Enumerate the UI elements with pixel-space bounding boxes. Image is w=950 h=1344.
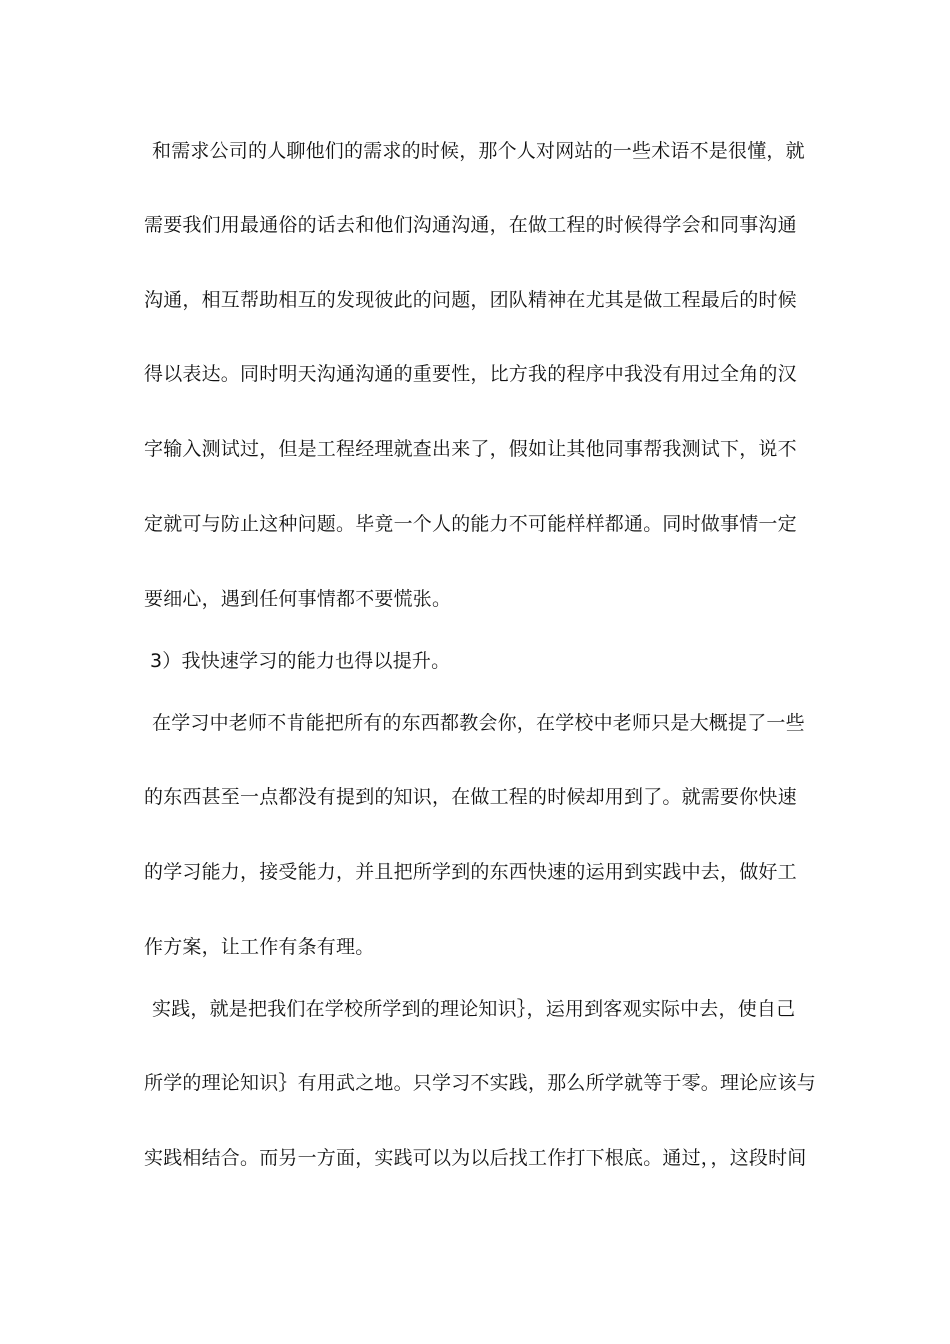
paragraph-line-2: 需要我们用最通俗的话去和他们沟通沟通，在做工程的时候得学会和同事沟通: [144, 214, 797, 236]
paragraph-line-10: 的东西甚至一点都没有提到的知识，在做工程的时候却用到了。就需要你快速: [144, 786, 797, 808]
paragraph-line-1: 和需求公司的人聊他们的需求的时候，那个人对网站的一些术语不是很懂，就: [152, 140, 805, 162]
paragraph-line-4: 得以表达。同时明天沟通沟通的重要性，比方我的程序中我没有用过全角的汉: [144, 363, 797, 385]
paragraph-line-5: 字输入测试过，但是工程经理就查出来了，假如让其他同事帮我测试下，说不: [144, 438, 797, 460]
list-item-heading: 3）我快速学习的能力也得以提升。: [150, 650, 451, 672]
paragraph-line-15: 实践相结合。而另一方面，实践可以为以后找工作打下根底。通过，，这段时间: [144, 1147, 807, 1169]
paragraph-line-6: 定就可与防止这种问题。毕竟一个人的能力不可能样样都通。同时做事情一定: [144, 513, 797, 535]
paragraph-line-12: 作方案，让工作有条有理。: [144, 936, 375, 958]
paragraph-line-11: 的学习能力，接受能力，并且把所学到的东西快速的运用到实践中去，做好工: [144, 861, 797, 883]
paragraph-line-13: 实践，就是把我们在学校所学到的理论知识｝，运用到客观实际中去，使自己: [152, 998, 796, 1020]
paragraph-line-14: 所学的理论知识｝有用武之地。只学习不实践，那么所学就等于零。理论应该与: [144, 1072, 817, 1094]
paragraph-line-7: 要细心，遇到任何事情都不要慌张。: [144, 588, 452, 610]
paragraph-line-9: 在学习中老师不肯能把所有的东西都教会你，在学校中老师只是大概提了一些: [152, 712, 805, 734]
paragraph-line-3: 沟通，相互帮助相互的发现彼此的问题，团队精神在尤其是做工程最后的时候: [144, 289, 797, 311]
